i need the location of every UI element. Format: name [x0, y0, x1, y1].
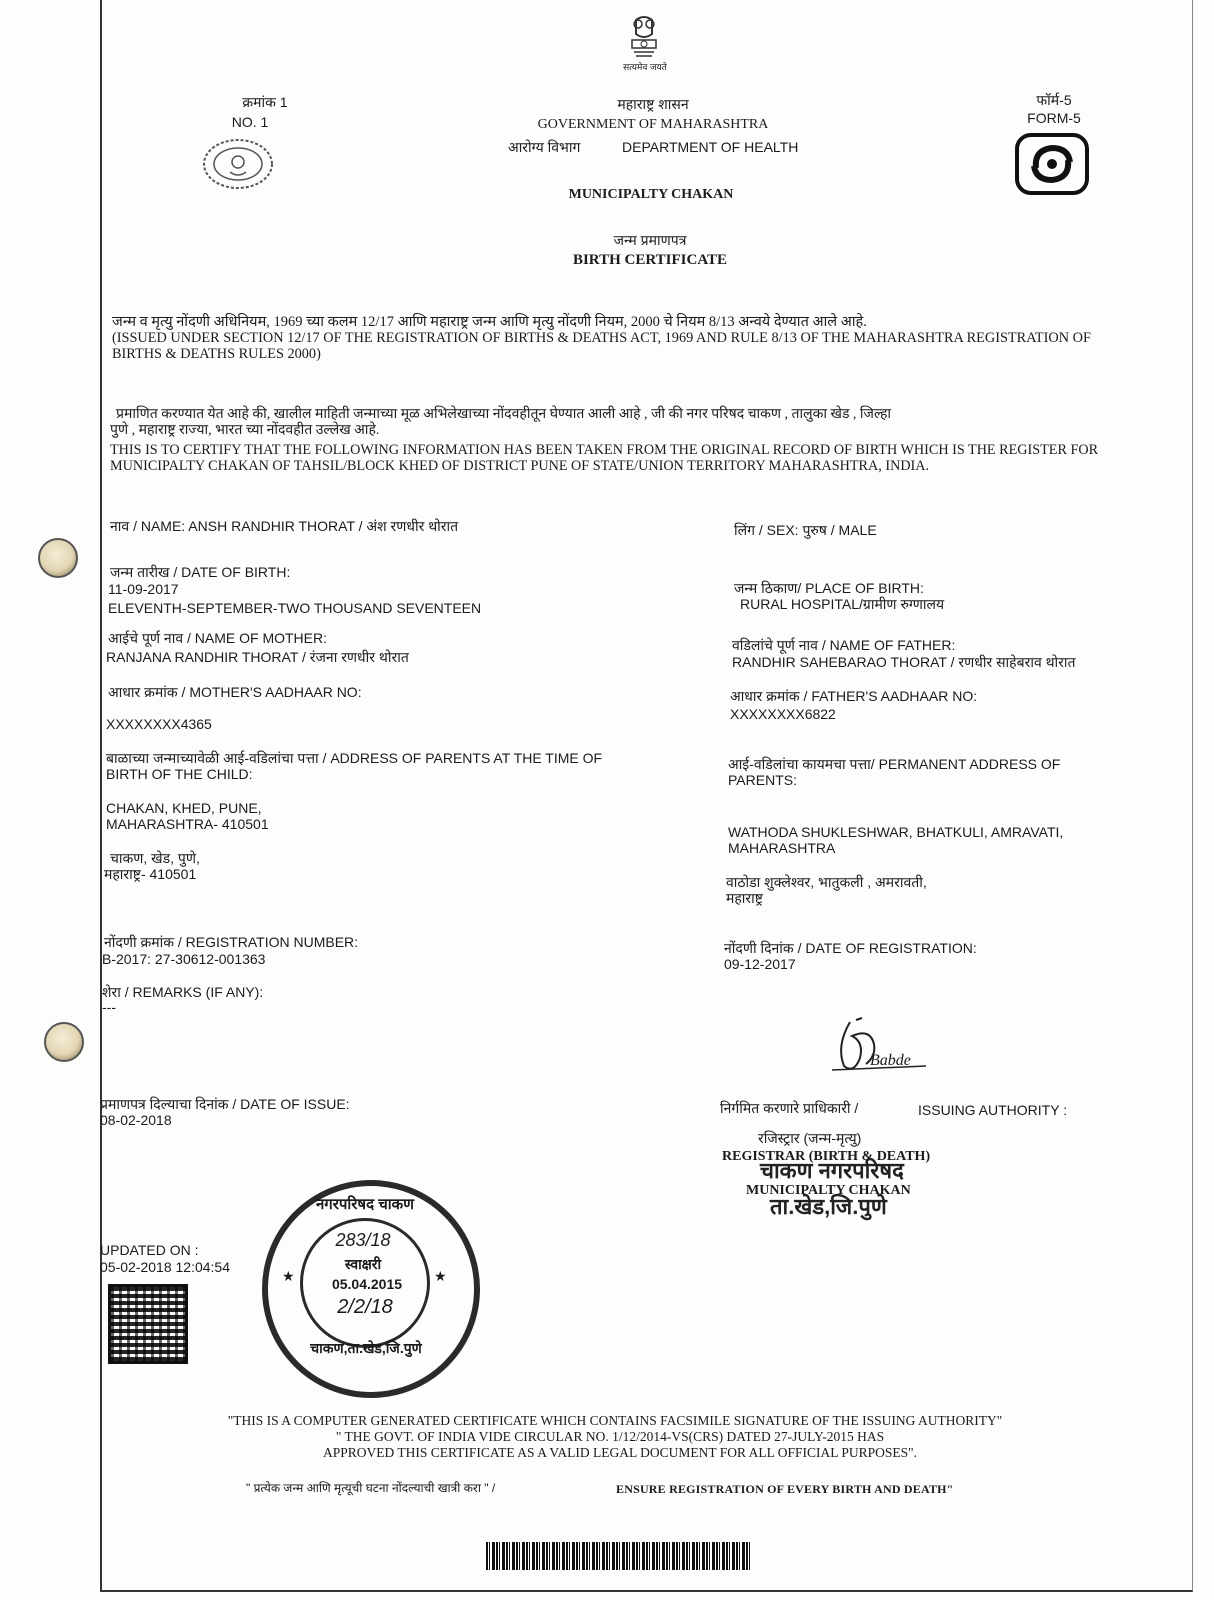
stamp-inner-hand: 2/2/18 [337, 1296, 393, 1318]
father-aadhaar-value: XXXXXXXX6822 [730, 706, 836, 722]
sex-field: लिंग / SEX: पुरुष / MALE [734, 522, 877, 538]
remarks-value: --- [102, 999, 116, 1015]
certificate-title-english: BIRTH CERTIFICATE [572, 252, 728, 268]
certify-marathi-2: पुणे , महाराष्ट्र राज्या, भारत च्या नोंदवहीत उल्लेख आहे. [110, 423, 380, 438]
dob-value: 11-09-2017 [108, 581, 179, 597]
registrar-english: REGISTRAR (BIRTH & DEATH) [722, 1149, 931, 1164]
preamble-marathi: जन्म व मृत्यु नोंदणी अधिनियम, 1969 च्या कलम 12/17 आणि महाराष्ट्र जन्म आणि मृत्यु नोंदणी नियम, 2000 चे नियम 8/13 अन्वये देण्यात आले आहे. [112, 314, 867, 330]
issuing-authority-english: ISSUING AUTHORITY : [918, 1102, 1068, 1118]
emblem-caption: सत्यमेव जयते [623, 62, 667, 72]
address-birth-marathi-2: महाराष्ट्र- 410501 [104, 866, 197, 882]
place-of-birth-value: RURAL HOSPITAL/ग्रामीण रुग्णालय [740, 596, 945, 612]
address-birth-english-1: CHAKAN, KHED, PUNE, [106, 800, 262, 816]
slogan-english: ENSURE REGISTRATION OF EVERY BIRTH AND DEATH" [616, 1482, 954, 1496]
footer-line-2: " THE GOVT. OF INDIA VIDE CIRCULAR NO. 1/12/2014-VS(CRS) DATED 27-JULY-2015 HAS [335, 1429, 885, 1444]
state-emblem-icon [624, 14, 664, 62]
health-logo-icon [1014, 132, 1090, 196]
father-name-value: RANDHIR SAHEBARAO THORAT / रणधीर साहेबराव थोरात [732, 654, 1076, 670]
municipality-title: MUNICIPALTY CHAKAN [568, 187, 734, 202]
permanent-address-label-1: आई-वडिलांचा कायमचा पत्ता/ PERMANENT ADDRESS OF [728, 756, 1061, 772]
father-name-label: वडिलांचे पूर्ण नाव / NAME OF FATHER: [732, 637, 956, 653]
serial-marathi: क्रमांक 1 [242, 94, 288, 110]
punch-hole [44, 1022, 84, 1062]
father-aadhaar-label: आधार क्रमांक / FATHER'S AADHAAR NO: [730, 688, 978, 704]
dept-english: DEPARTMENT OF HEALTH [622, 139, 799, 155]
mother-aadhaar-label: आधार क्रमांक / MOTHER'S AADHAAR NO: [108, 684, 362, 700]
authority-municipality: MUNICIPALTY CHAKAN [746, 1183, 911, 1198]
punch-hole [38, 538, 78, 578]
dob-label: जन्म तारीख / DATE OF BIRTH: [110, 564, 291, 580]
permanent-address-label-2: PARENTS: [728, 772, 797, 788]
permanent-address-marathi-2: महाराष्ट्र [726, 890, 763, 906]
address-birth-marathi-1: चाकण, खेड, पुणे, [110, 850, 200, 866]
permanent-address-english-1: WATHODA SHUKLESHWAR, BHATKULI, AMRAVATI, [728, 824, 1064, 840]
address-birth-english-2: MAHARASHTRA- 410501 [106, 816, 269, 832]
registration-number-value: B-2017: 27-30612-001363 [102, 951, 266, 967]
certify-english-2: MUNICIPALTY CHAKAN OF TAHSIL/BLOCK KHED OF DISTRICT PUNE OF STATE/UNION TERRITORY MAHARASHTRA, INDIA. [110, 458, 930, 474]
mother-name-label: आईचे पूर्ण नाव / NAME OF MOTHER: [108, 630, 327, 646]
permanent-address-english-2: MAHARASHTRA [728, 840, 836, 856]
updated-label: UPDATED ON : [100, 1242, 199, 1258]
address-birth-label-1: बाळाच्या जन्माच्यावेळी आई-वडिलांचा पत्ता / ADDRESS OF PARENTS AT THE TIME OF [106, 750, 603, 766]
updated-value: 05-02-2018 12:04:54 [100, 1259, 230, 1275]
stamp-star-icon: ★ [434, 1268, 447, 1284]
dob-words: ELEVENTH-SEPTEMBER-TWO THOUSAND SEVENTEEN [108, 600, 482, 616]
form-english: FORM-5 [1027, 110, 1081, 126]
stamp-inner-number: 283/18 [335, 1230, 391, 1250]
footer-line-1: "THIS IS A COMPUTER GENERATED CERTIFICATE WHICH CONTAINS FACSIMILE SIGNATURE OF THE ISSUING AUTHORITY" [227, 1413, 1003, 1428]
registration-date-value: 09-12-2017 [724, 956, 796, 972]
preamble-english-2: BIRTHS & DEATHS RULES 2000) [112, 346, 321, 362]
govt-marathi: महाराष्ट्र शासन [617, 96, 689, 112]
stamp-bottom-text: चाकण,ता.खेड,जि.पुणे [310, 1340, 422, 1356]
signature-text: Babde [870, 1052, 911, 1069]
qr-code-icon [108, 1284, 188, 1364]
seal-marathi-2: ता.खेड,जि.पुणे [770, 1194, 887, 1219]
stamp-star-icon: ★ [282, 1268, 295, 1284]
issue-date-value: 08-02-2018 [100, 1112, 172, 1128]
serial-english: NO. 1 [231, 114, 269, 130]
mother-aadhaar-value: XXXXXXXX4365 [106, 716, 212, 732]
registrar-marathi: रजिस्ट्रार (जन्म-मृत्यु) [758, 1130, 862, 1146]
mother-name-value: RANJANA RANDHIR THORAT / रंजना रणधीर थोरात [106, 649, 409, 665]
issuing-authority-marathi: निर्गमित करणारे प्राधिकारी / [720, 1100, 859, 1116]
certificate-title-marathi: जन्म प्रमाणपत्र [613, 232, 687, 248]
maharashtra-seal-icon [200, 136, 276, 192]
certify-english-1: THIS IS TO CERTIFY THAT THE FOLLOWING INFORMATION HAS BEEN TAKEN FROM THE ORIGINAL RECORD OF BIRTH WHICH IS THE REGISTER FOR [110, 442, 1099, 458]
stamp-inner-word: स्वाक्षरी [344, 1256, 382, 1272]
preamble-english-1: (ISSUED UNDER SECTION 12/17 OF THE REGISTRATION OF BIRTHS & DEATHS ACT, 1969 AND RULE 8/13 OF THE MAHARASHTRA REGISTRATION OF [112, 330, 1091, 346]
form-marathi: फॉर्म-5 [1036, 92, 1072, 108]
permanent-address-marathi-1: वाठोडा शुक्लेश्वर, भातुकली , अमरावती, [726, 874, 927, 890]
barcode-icon [486, 1542, 752, 1570]
seal-marathi-1: चाकण नगरपरिषद [760, 1158, 904, 1183]
stamp-ring-text: नगरपरिषद चाकण [315, 1196, 415, 1213]
issue-date-label: प्रमाणपत्र दिल्याचा दिनांक / DATE OF ISSUE: [100, 1096, 350, 1112]
govt-english: GOVERNMENT OF MAHARASHTRA [537, 117, 769, 132]
certify-marathi-1: प्रमाणित करण्यात येत आहे की, खालील माहिती जन्माच्या मूळ अभिलेखाच्या नोंदवहीतून घेण्यात आली आहे , जी की नगर परिषद चाकण , तालुका खेड , जिल्हा [116, 407, 892, 422]
footer-line-3: APPROVED THIS CERTIFICATE AS A VALID LEGAL DOCUMENT FOR ALL OFFICIAL PURPOSES". [322, 1445, 918, 1460]
address-birth-label-2: BIRTH OF THE CHILD: [106, 766, 253, 782]
registration-number-label: नोंदणी क्रमांक / REGISTRATION NUMBER: [104, 934, 359, 950]
dept-marathi: आरोग्य विभाग [508, 139, 581, 155]
place-of-birth-label: जन्म ठिकाण/ PLACE OF BIRTH: [734, 580, 924, 596]
registration-date-label: नोंदणी दिनांक / DATE OF REGISTRATION: [724, 940, 977, 956]
stamp-inner-date: 05.04.2015 [331, 1276, 403, 1292]
remarks-label: शेरा / REMARKS (IF ANY): [102, 984, 264, 1000]
slogan-marathi: " प्रत्येक जन्म आणि मृत्यूची घटना नोंदल्याची खात्री करा " / [246, 1481, 496, 1495]
name-field: नाव / NAME: ANSH RANDHIR THORAT / अंश रणधीर थोरात [110, 518, 459, 534]
